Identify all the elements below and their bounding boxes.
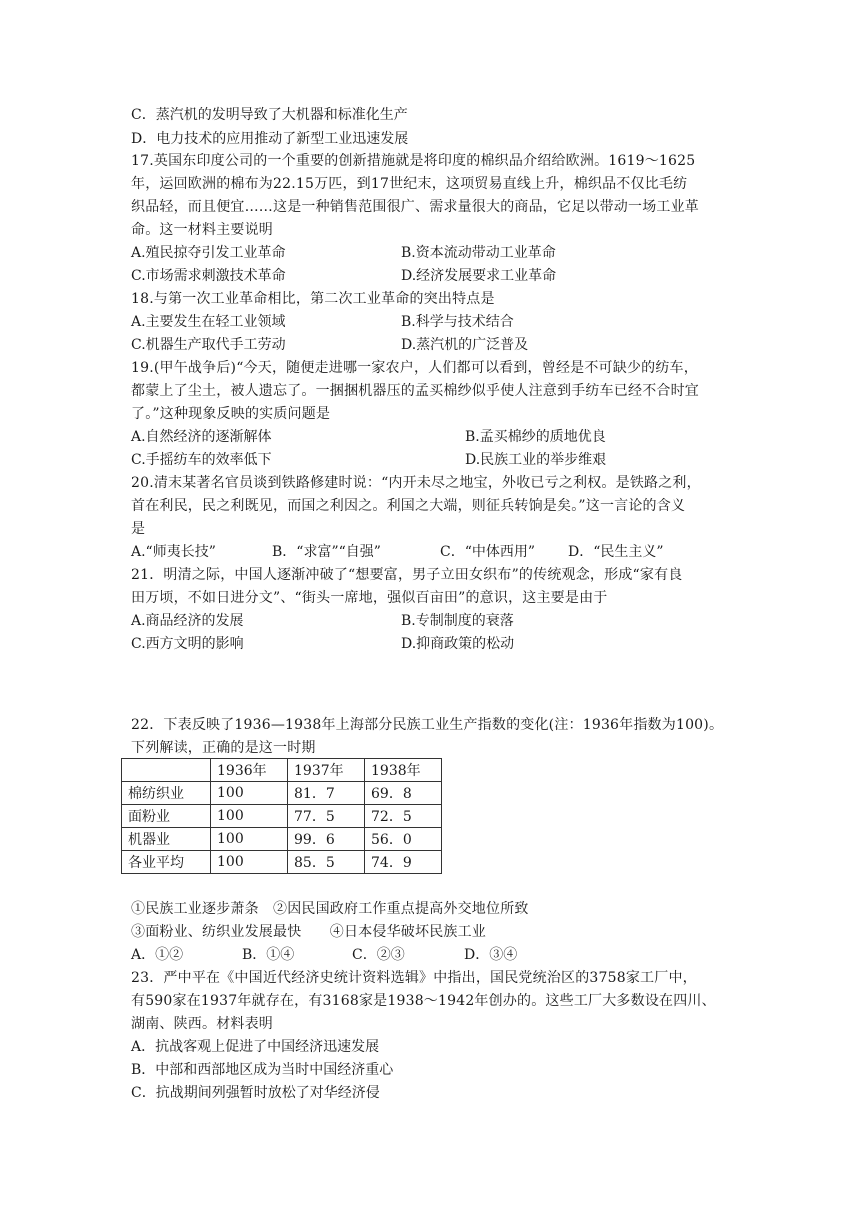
question-21-line: 21．明清之际，中国人逐渐冲破了“想要富，男子立田女织布”的传统观念，形成“家有良 (131, 567, 683, 583)
option-d: D.民族工业的举步维艰 (465, 452, 607, 468)
option-b: B．中部和西部地区成为当时中国经济重心 (131, 1062, 394, 1078)
prev-option-d: D．电力技术的应用推动了新型工业迅速发展 (131, 131, 409, 147)
table-cell: 100 (211, 828, 288, 851)
table-header-row (122, 759, 442, 782)
table-row (122, 851, 442, 874)
question-20-line: 是 (131, 521, 146, 537)
option-c: C.机器生产取代手工劳动 (131, 337, 286, 353)
option-b: B.孟买棉纱的质地优良 (465, 429, 606, 445)
table-cell: 100 (211, 805, 288, 828)
index-table (121, 758, 442, 874)
option-a: A.“师夷长技” (131, 544, 216, 560)
question-23-line: 23．严中平在《中国近代经济史统计资料选辑》中指出，国民党统治区的3758家工厂中， (131, 970, 697, 986)
question-19-line: 了。”这种现象反映的实质问题是 (131, 406, 331, 422)
table-cell: 各业平均 (122, 851, 211, 874)
prev-option-c: C．蒸汽机的发明导致了大机器和标准化生产 (131, 107, 408, 123)
question-22-line: 下列解读，正确的是这一时期 (131, 740, 316, 756)
option-a: A.自然经济的逐渐解体 (131, 429, 272, 445)
table-cell: 100 (211, 851, 288, 874)
option-b: B.科学与技术结合 (401, 314, 514, 330)
option-c: C．“中体西用” (440, 544, 536, 560)
table-cell: 77．5 (288, 805, 365, 828)
option-b: B.资本流动带动工业革命 (401, 245, 556, 261)
table-cell: 100 (211, 782, 288, 805)
question-19-line: 19.(甲午战争后)“今天，随便走进哪一家农户，人们都可以看到，曾经是不可缺少的纺车， (131, 360, 698, 376)
table-cell: 81．7 (288, 782, 365, 805)
option-c: C．②③ (352, 947, 405, 963)
question-17-line: 年，运回欧洲的棉布为22.15万匹，到17世纪末，这项贸易直线上升，棉织品不仅比毛纺 (131, 176, 688, 192)
option-c: C.市场需求刺激技术革命 (131, 268, 286, 284)
option-b: B.专制制度的衰落 (401, 613, 514, 629)
option-d: D．③④ (464, 947, 518, 963)
table-row (122, 828, 442, 851)
statement-line: ③面粉业、纺织业发展最快 ④日本侵华破坏民族工业 (131, 924, 486, 940)
table-header-cell: 1938年 (365, 759, 442, 782)
question-21-line: 田万顷，不如日进分文”、“街头一席地，强似百亩田”的意识，这主要是由于 (131, 590, 608, 606)
option-b: B．“求富”“自强” (272, 544, 381, 560)
option-a: A．抗战客观上促进了中国经济迅速发展 (131, 1039, 380, 1055)
question-20-line: 首在利民，民之利既见，而国之利因之。利国之大端，则征兵转饷是矣。”这一言论的含义 (131, 498, 686, 514)
table-cell: 74．9 (365, 851, 442, 874)
table-cell: 56．0 (365, 828, 442, 851)
table-cell: 棉纺织业 (122, 782, 211, 805)
option-b: B．①④ (242, 947, 295, 963)
question-20-line: 20.清末某著名官员谈到铁路修建时说：“内开未尽之地宝，外收已亏之利权。是铁路之利， (131, 475, 701, 491)
table-cell: 机器业 (122, 828, 211, 851)
table-cell: 面粉业 (122, 805, 211, 828)
option-d: D.蒸汽机的广泛普及 (401, 337, 529, 353)
option-d: D.抑商政策的松动 (401, 636, 515, 652)
table-cell: 99．6 (288, 828, 365, 851)
option-d: D．“民生主义” (568, 544, 664, 560)
table-header-cell: 1937年 (288, 759, 365, 782)
table-header-cell: 1936年 (211, 759, 288, 782)
question-18-line: 18.与第一次工业革命相比，第二次工业革命的突出特点是 (131, 291, 495, 307)
option-a: A.主要发生在轻工业领域 (131, 314, 286, 330)
table-header-cell (122, 759, 211, 782)
option-c: C.西方文明的影响 (131, 636, 244, 652)
table-cell: 72．5 (365, 805, 442, 828)
question-17-line: 织品轻，而且便宜……这是一种销售范围很广、需求量很大的商品，它足以带动一场工业革 (131, 199, 699, 215)
question-17-line: 17.英国东印度公司的一个重要的创新措施就是将印度的棉织品介绍给欧洲。1619～1625 (131, 153, 696, 169)
table-row (122, 805, 442, 828)
question-17-line: 命。这一材料主要说明 (131, 222, 273, 238)
option-a: A.殖民掠夺引发工业革命 (131, 245, 286, 261)
option-a: A．①② (131, 947, 184, 963)
question-23-line: 有590家在1937年就存在，有3168家是1938～1942年创办的。这些工厂大多数设在四川、 (131, 993, 716, 1009)
table-cell: 69．8 (365, 782, 442, 805)
option-c: C．抗战期间列强暂时放松了对华经济侵 (131, 1085, 380, 1101)
table-cell: 85．5 (288, 851, 365, 874)
table-row (122, 782, 442, 805)
option-a: A.商品经济的发展 (131, 613, 244, 629)
option-d: D.经济发展要求工业革命 (401, 268, 557, 284)
question-22-line: 22．下表反映了1936—1938年上海部分民族工业生产指数的变化(注：1936年指数为100)。 (131, 717, 724, 733)
statement-line: ①民族工业逐步萧条 ②因民国政府工作重点提高外交地位所致 (131, 901, 529, 917)
question-23-line: 湖南、陕西。材料表明 (131, 1016, 273, 1032)
question-19-line: 都蒙上了尘土，被人遗忘了。一捆捆机器压的孟买棉纱似乎使人注意到手纺车已经不合时宜 (131, 383, 699, 399)
option-c: C.手摇纺车的效率低下 (131, 452, 272, 468)
